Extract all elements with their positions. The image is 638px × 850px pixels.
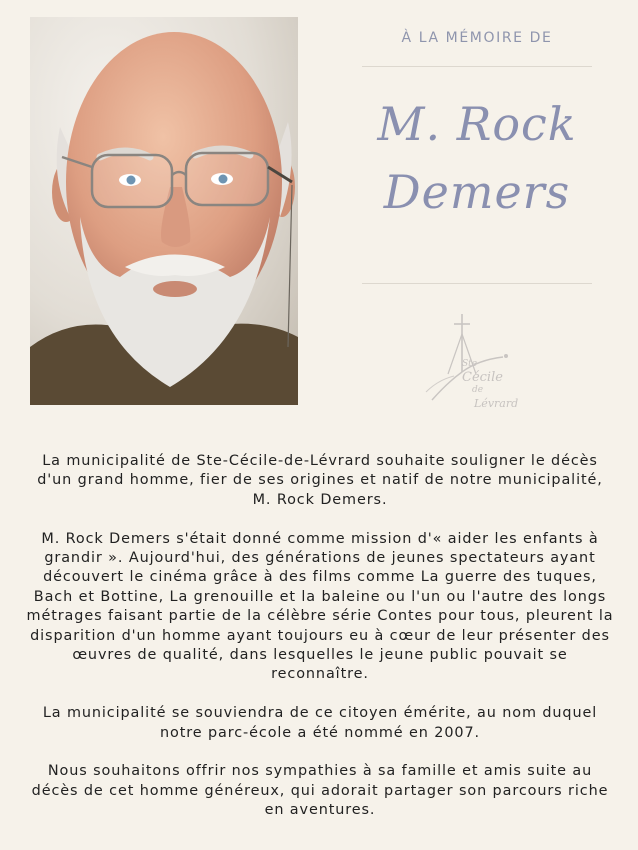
portrait-photo	[30, 17, 298, 405]
paragraph-2: M. Rock Demers s'était donné comme mission d'« aider les enfants à grandir ». Aujourd'hui, des générations de jeunes spectateurs ayant découvert le cinéma grâce à des films comme La guerre des tuques, Bach et Bottine, La grenouille et la baleine ou l'un ou l'autre des longs métrages faisant partie de la célèbre série Contes pour tous, pleurent la disparition d'un homme ayant toujours eu à cœur de leur présenter des œuvres de qualité, dans lesquelles le jeune public pouvait se reconnaître.	[26, 530, 614, 683]
deceased-name	[342, 90, 612, 226]
logo-line-3: de	[472, 385, 484, 395]
name-line-2: Demers	[383, 165, 571, 219]
portrait-illustration	[30, 17, 298, 405]
divider-bottom	[362, 283, 592, 284]
paragraph-1: La municipalité de Ste-Cécile-de-Lévrard souhaite souligner le décès d'un grand homme, fier de ses origines et natif de notre municipalité, M. Rock Demers.	[37, 453, 603, 508]
name-line-1: M. Rock	[377, 97, 577, 151]
paragraph-4: Nous souhaitons offrir nos sympathies à sa famille et amis suite au décès de cet homme généreux, qui adorait partager son parcours riche en aventures.	[31, 763, 609, 819]
logo-wordmark	[462, 358, 542, 410]
memorial-label: À LA MÉMOIRE DE	[401, 30, 553, 46]
tribute-text	[26, 452, 614, 840]
logo-line-4: Lévrard	[474, 397, 519, 410]
logo-line-2: Cécile	[462, 370, 503, 385]
divider-top	[362, 66, 592, 67]
logo-line-1: Ste	[462, 359, 478, 369]
paragraph-3: La municipalité se souviendra de ce citoyen émérite, au nom duquel notre parc-école a été nommé en 2007.	[42, 705, 598, 741]
